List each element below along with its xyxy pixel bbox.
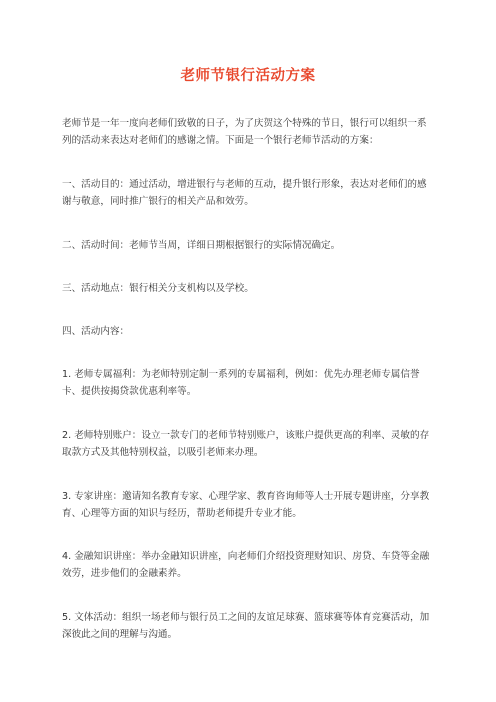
content-item-2: 2. 老师特别账户：设立一款专门的老师节特别账户，该账户提供更高的利率、灵敏的存取款方式及其他特别权益，以吸引老师来办理。: [62, 430, 430, 458]
intro-paragraph: 老师节是一年一度向老师们致敬的日子，为了庆贺这个特殊的节日，银行可以组织一系列的活动来表达对老师们的感谢之情。下面是一个银行老师节活动的方案：: [62, 118, 427, 146]
document-title: 老师节银行活动方案: [180, 68, 316, 84]
content-item-1: 1. 老师专属福利：为老师特别定制一系列的专属福利，例如：优先办理老师专属信誉卡、提供按揭贷款优惠利率等。: [62, 369, 420, 397]
content-item-4: 4. 金融知识讲座：举办金融知识讲座，向老师们介绍投资理财知识、房贷、车贷等金融效劳，进步他们的金融素养。: [62, 551, 430, 579]
section-content-heading: 四、活动内容：: [62, 326, 130, 337]
section-purpose: 一、活动目的：通过活动，增进银行与老师的互动，提升银行形象，表达对老师们的感谢与敬意，同时推广银行的相关产品和效劳。: [62, 179, 427, 207]
section-time: 二、活动时间：老师节当周，详细日期根据银行的实际情况确定。: [62, 240, 341, 251]
content-item-3: 3. 专家讲座：邀请知名教育专家、心理学家、教育咨询师等人士开展专题讲座，分享教育、心理等方面的知识与经历，帮助老师提升专业才能。: [62, 491, 430, 519]
section-location: 三、活动地点：银行相关分支机构以及学校。: [62, 283, 254, 294]
content-item-5: 5. 文体活动：组织一场老师与银行员工之间的友谊足球赛、篮球赛等体育竞赛活动，加深彼此之间的理解与沟通。: [62, 612, 430, 640]
